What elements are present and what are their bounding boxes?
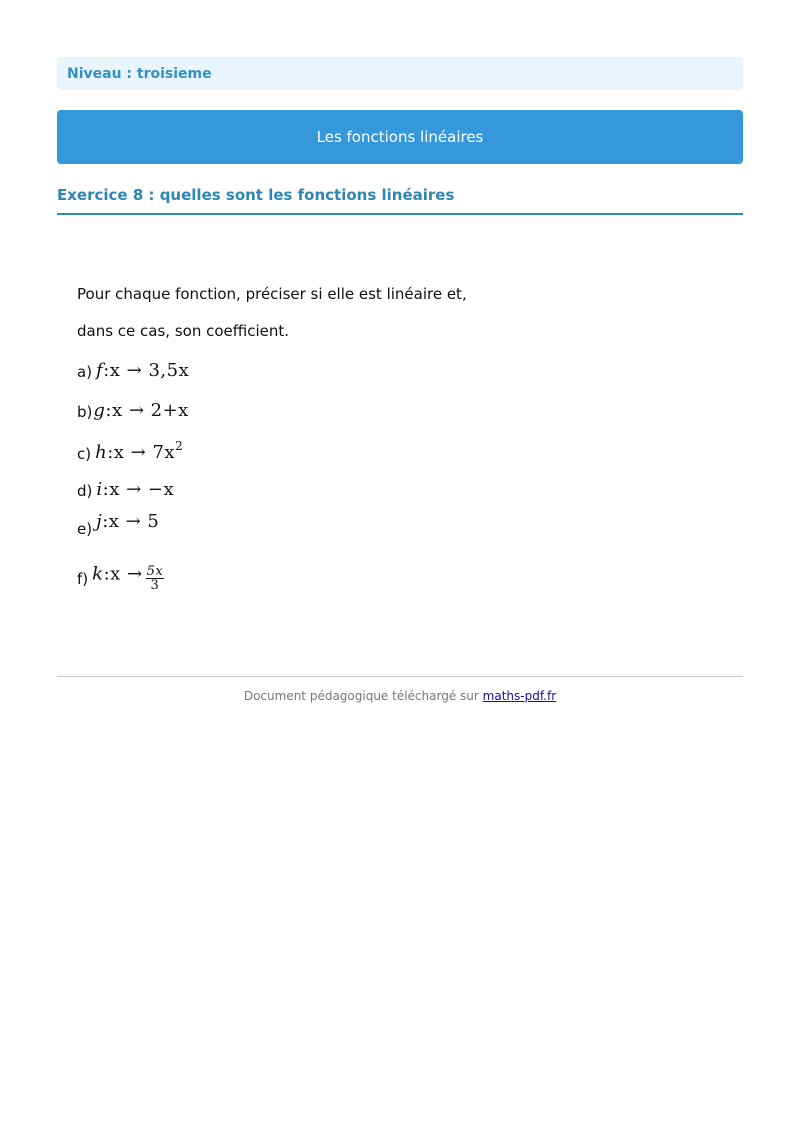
list-item-c — [77, 439, 183, 463]
math-expression — [96, 479, 174, 500]
function-name: j — [96, 511, 103, 532]
function-rule: :x → 2+x — [105, 400, 189, 421]
math-expression — [96, 511, 159, 532]
exponent: 2 — [175, 439, 184, 453]
list-item-a — [77, 360, 189, 381]
banner-title: Les fonctions linéaires — [316, 128, 484, 146]
function-rule: :x → −x — [102, 479, 175, 500]
function-rule: :x → 3,5x — [103, 360, 190, 381]
list-item-b — [77, 400, 189, 421]
title-banner — [57, 110, 743, 164]
math-expression — [92, 561, 164, 593]
list-item-d — [77, 479, 174, 500]
item-label: e) — [77, 520, 93, 538]
item-label: d) — [77, 482, 93, 500]
function-rule: :x → 5 — [102, 511, 160, 532]
footer-divider — [57, 676, 743, 677]
list-item-e — [77, 511, 160, 538]
item-label: b) — [77, 403, 93, 421]
function-name: h — [95, 442, 108, 463]
intro-line-1: Pour chaque fonction, préciser si elle est linéaire et, — [77, 285, 467, 303]
item-label: a) — [77, 363, 93, 381]
list-item-f — [77, 561, 164, 593]
exercise-title — [57, 185, 743, 215]
math-expression — [95, 439, 183, 463]
footer-link[interactable]: maths-pdf.fr — [482, 689, 557, 703]
function-name: f — [96, 360, 104, 381]
function-rule: :x → 7x — [107, 442, 176, 463]
function-rule: :x → — [103, 563, 143, 585]
exercise-title-text: Exercice 8 : quelles sont les fonctions linéaires — [57, 186, 455, 204]
level-label — [57, 57, 743, 90]
function-name: k — [92, 563, 104, 585]
level-text: Niveau : troisieme — [67, 65, 212, 82]
function-name: i — [96, 479, 103, 500]
footer — [57, 689, 743, 703]
intro-line-2: dans ce cas, son coefficient. — [77, 322, 290, 340]
math-expression — [93, 400, 188, 421]
math-expression — [96, 360, 189, 381]
item-label: f) — [77, 570, 89, 588]
fraction-denominator: 3 — [150, 578, 160, 593]
function-name: g — [93, 400, 106, 421]
item-label: c) — [77, 445, 92, 463]
fraction-numerator: 5x — [146, 564, 164, 579]
footer-text: Document pédagogique téléchargé sur — [243, 689, 479, 703]
fraction — [146, 565, 165, 592]
